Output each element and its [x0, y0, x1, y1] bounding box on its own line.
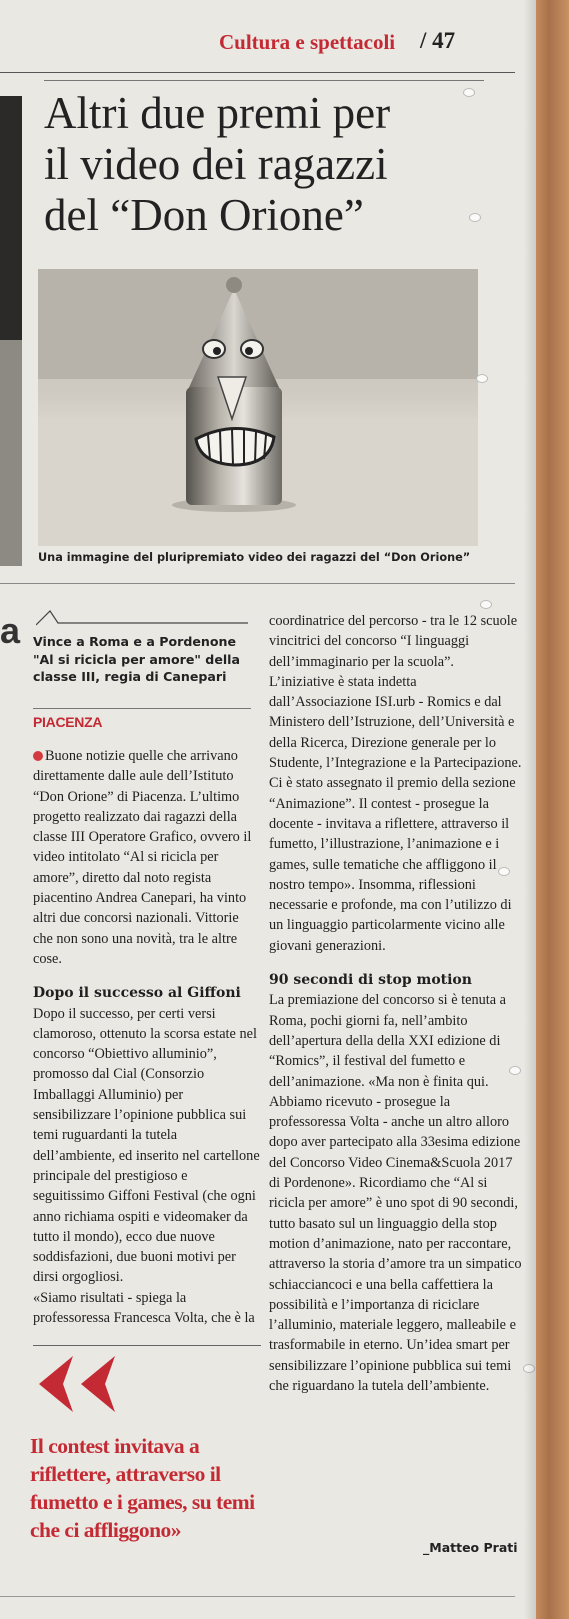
stop-motion-figure-image — [38, 269, 478, 546]
col1-paragraph-1-text: Buone notizie quelle che arrivano direttamente dalle aule dell’Istituto “Don Orione” di Piacenza. L’ultimo progetto realizzato dai ragazzi della classe III Operatore Grafico, ovvero il video intitolato “Al si ricicla per amore”, diretto dal noto regista piacentino Andrea Canepari, ha vinto altri due concorsi nazionali. Vittorie che non sono una novità, tra le altre cose. — [33, 748, 252, 967]
headline-line-2: il video dei ragazzi — [44, 139, 388, 189]
col1-paragraph-3: «Siamo risultati - spiega la professoressa Francesca Volta, che è la — [33, 1289, 255, 1327]
dateline: PIACENZA — [33, 714, 103, 730]
col2-heading: 90 secondi di stop motion — [269, 972, 472, 989]
photo-caption: Una immagine del pluripremiato video dei ragazzi del “Don Orione” — [38, 551, 471, 564]
binding-hole — [463, 88, 475, 97]
headline-line-3: del “Don Orione” — [44, 190, 364, 240]
headline-line-1: Altri due premi per — [44, 88, 391, 138]
footer-rule — [0, 1596, 515, 1597]
binding-hole — [498, 867, 510, 876]
article-column-1 — [33, 746, 261, 1328]
article-column-2 — [269, 611, 522, 1396]
col1-paragraph-1 — [33, 746, 261, 969]
col1-paragraph-2: Dopo il successo, per certi versi clamoroso, ottenuto la scorsa estate nel concorso “Obiettivo alluminio”, promosso dal Cial (Consorzio Imballaggi Alluminio) per sensibilizzare l’opinione pubblica sui temi ruguardanti la tutela dell’ambiente, ed inserito nel cartellone principale del prestigioso e seguitissimo Giffoni Festival (che ogni anno richiama ospiti e videomaker da tutto il mondo), ecco due nuove soddisfazioni, due buoni motivi per dirsi orgogliosi. — [33, 1005, 260, 1286]
byline: _Matteo Prati — [423, 1540, 518, 1555]
bullet-dot-icon — [33, 751, 43, 761]
article-subhead: Vince a Roma e a Pordenone "Al si ricicla per amore" della classe III, regia di Canepari — [33, 634, 240, 684]
binding-hole — [509, 1066, 521, 1075]
header-rule — [0, 72, 515, 73]
headline — [44, 88, 484, 241]
page-number — [420, 28, 455, 54]
subhead-rule-decoration — [36, 609, 248, 627]
adjacent-article-fragment: a — [0, 610, 21, 651]
binding-hole — [480, 600, 492, 609]
binding-hole — [523, 1364, 535, 1373]
col2-paragraph-2: La premiazione del concorso si è tenuta a Roma, pochi giorni fa, nell’ambito dell’apertura della della XXI edizione di “Romics”, il festival del fumetto e dell’animazione. «Ma non è finita qui. Abbiamo ricevuto - prosegue la professoressa Volta - anche un altro alloro dopo aver partecipato alla 33esima edizione del Concorso Video Cinema&Scuola 2017 di Pordenone». Ricordiamo che “Al si ricicla per amore” è uno spot di 90 secondi, tutto basato sul un linguaggio della stop motion d’animazione, nato per raccontare, attraverso la storia d’amore tra un simpatico schiacciancoci e una bella caffettiera la possibilità e l’importanza di riciclare l’alluminio, materiale leggero, malleabile e trasformabile in eterno. Un’idea smart per sensibilizzare l’opinione pubblica sui temi che riguardano la tutela dell’ambiente. — [269, 992, 522, 1394]
binding-hole — [476, 374, 488, 383]
page-number-value: 47 — [432, 28, 456, 53]
caption-rule — [0, 583, 515, 584]
header-rule-accent — [44, 80, 484, 81]
col1-heading: Dopo il successo al Giffoni — [33, 985, 241, 1002]
article-photo — [38, 269, 478, 546]
pull-quote: Il contest invitava a riflettere, attraverso il fumetto e i games, su temi che ci affliggono» — [30, 1434, 255, 1542]
table-background — [536, 0, 569, 1619]
section-label: Cultura e spettacoli — [219, 30, 396, 54]
quote-marks-icon — [33, 1354, 119, 1414]
pullquote-rule — [33, 1345, 261, 1346]
binding-hole — [469, 213, 481, 222]
subhead-rule — [33, 708, 251, 709]
col2-paragraph-1: coordinatrice del percorso - tra le 12 scuole vincitrici del concorso “I linguaggi dell’immaginario per la scuola”. L’iniziative è stata indetta dall’Associazione ISI.urb - Romics e dal Ministero dell’Istruzione, dell’Università e della Ricerca, Direzione generale per lo Studente, l’Integrazione e la Partecipazione. Ci è stato assegnato il premio della sezione “Animazione”. Il contest - prosegue la docente - invitava a riflettere, attraverso il fumetto, l’illustrazione, l’animazione e i games, sulle tematiche che affliggono il nostro tempo». Insomma, riflessioni necessarie e profonde, ma con l’utilizzo di un linguaggio particolarmente vicino alle giovani generazioni. — [269, 613, 522, 954]
adjacent-photo-edge-lower — [0, 340, 22, 566]
page-separator: / — [420, 28, 427, 53]
